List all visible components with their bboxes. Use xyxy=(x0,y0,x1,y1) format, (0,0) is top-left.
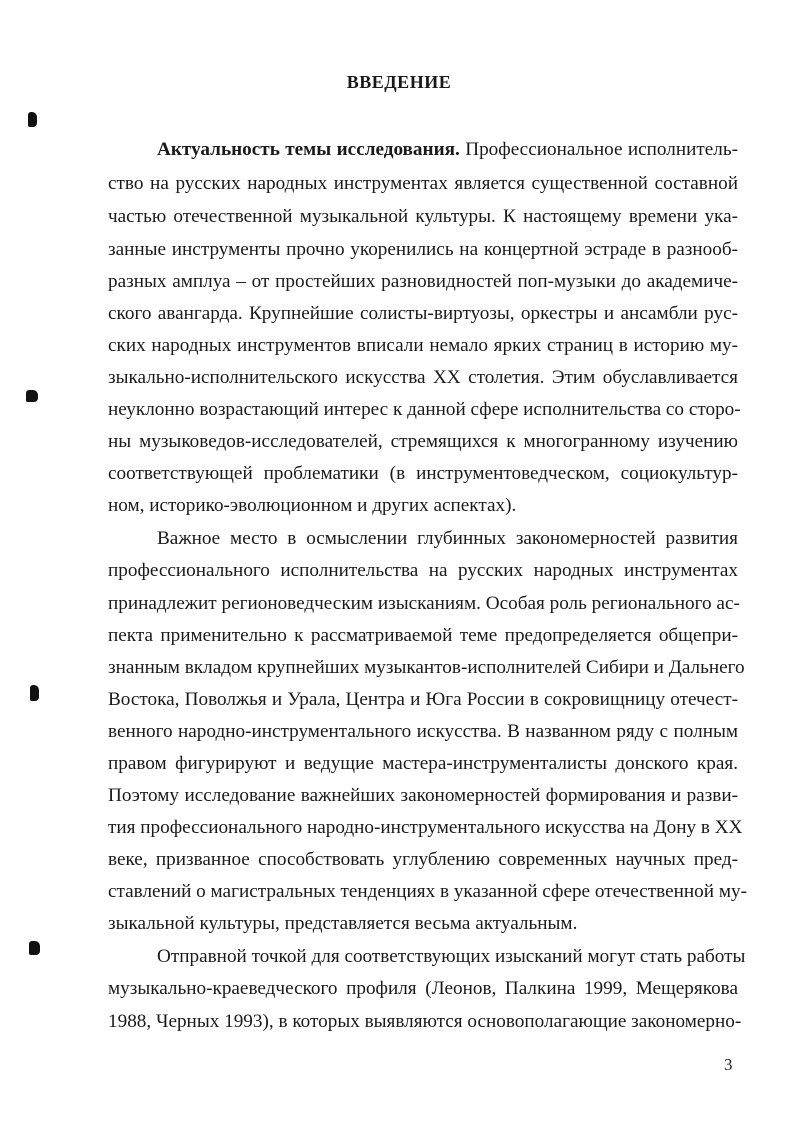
paragraph-line: ны музыковедов-исследователей, стремящихся к многогранному изучению xyxy=(108,431,738,452)
paragraph-line: зыкально-исполнительского искусства XX столетия. Этим обуславливается xyxy=(108,367,738,388)
paragraph-line: ских народных инструментов вписали немало ярких страниц в историю му- xyxy=(108,335,738,356)
paragraph-line: Отправной точкой для соответствующих изысканий могут стать работы xyxy=(157,946,746,967)
paragraph-line: ского авангарда. Крупнейшие солисты-виртуозы, оркестры и ансамбли рус- xyxy=(108,303,738,324)
paragraph-line: музыкально-краеведческого профиля (Леонов, Палкина 1999, Мещерякова xyxy=(108,978,738,999)
paragraph-line: Поэтому исследование важнейших закономерностей формирования и разви- xyxy=(108,785,738,806)
paragraph-text: Профессиональное исполнитель- xyxy=(459,139,738,160)
paragraph-line: ставлений о магистральных тенденциях в указанной сфере отечественной му- xyxy=(108,881,747,902)
page-number: 3 xyxy=(724,1055,733,1074)
paragraph-line: ство на русских народных инструментах является существенной составной xyxy=(108,173,738,194)
paragraph-line: занные инструменты прочно укоренились на концертной эстраде в разнооб- xyxy=(108,239,738,260)
paragraph-line: соответствующей проблематики (в инструментоведческом, социокультур- xyxy=(108,463,738,484)
paragraph-line: частью отечественной музыкальной культуры. К настоящему времени ука- xyxy=(108,206,738,227)
paragraph-line: принадлежит регионоведческим изысканиям. Особая роль регионального ас- xyxy=(108,593,740,614)
paragraph-line: Востока, Поволжья и Урала, Центра и Юга России в сокровищницу отечест- xyxy=(108,689,738,710)
binding-mark xyxy=(28,112,37,127)
paragraph-line: профессионального исполнительства на русских народных инструментах xyxy=(108,560,738,581)
binding-mark xyxy=(26,390,38,402)
binding-mark xyxy=(30,685,39,701)
paragraph-line: зыкальной культуры, представляется весьма актуальным. xyxy=(108,913,578,934)
paragraph-line xyxy=(157,138,738,162)
paragraph-line: правом фигурируют и ведущие мастера-инструменталисты донского края. xyxy=(108,753,738,774)
paragraph-line: пекта применительно к рассматриваемой теме предопределяется общепри- xyxy=(108,625,738,646)
paragraph-line: веке, призванное способствовать углублению современных научных пред- xyxy=(108,849,738,870)
paragraph-line: Важное место в осмыслении глубинных закономерностей развития xyxy=(157,528,738,549)
section-lead: Актуальность темы исследования. xyxy=(157,139,460,160)
paragraph-line: знанным вкладом крупнейших музыкантов-исполнителей Сибири и Дальнего xyxy=(108,657,745,678)
paragraph-line: венного народно-инструментального искусства. В названном ряду с полным xyxy=(108,721,738,742)
paragraph-line: разных амплуа – от простейших разновидностей поп-музыки до академиче- xyxy=(108,271,738,292)
section-heading: ВВЕДЕНИЕ xyxy=(346,72,452,92)
paragraph-line: неуклонно возрастающий интерес к данной сфере исполнительства со сторо- xyxy=(108,399,741,420)
paragraph-line: 1988, Черных 1993), в которых выявляются основополагающие закономерно- xyxy=(108,1011,742,1032)
binding-mark xyxy=(29,941,40,955)
paragraph-line: тия профессионального народно-инструментального искусства на Дону в XX xyxy=(108,817,743,838)
paragraph-line: ном, историко-эволюционном и других аспектах). xyxy=(108,495,517,516)
